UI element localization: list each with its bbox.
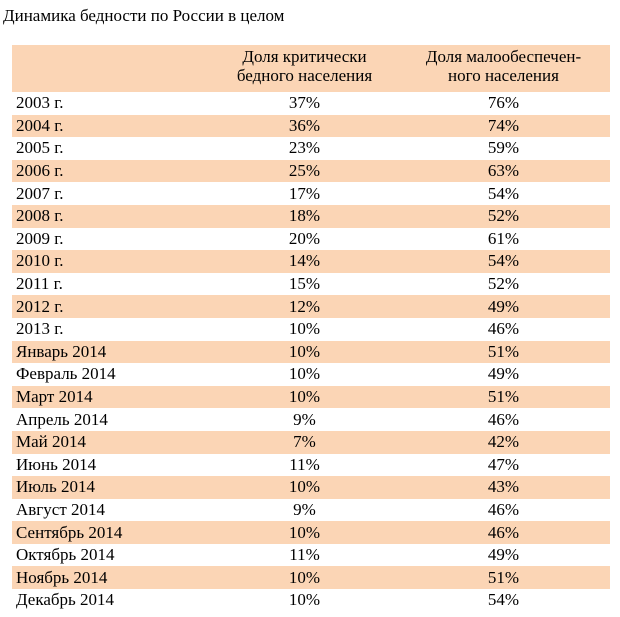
low-income-share-cell: 46%	[487, 409, 520, 429]
critical-share-cell: 12%	[288, 296, 321, 316]
low-income-share-cell: 46%	[487, 499, 520, 519]
low-income-share-cell: 43%	[487, 477, 520, 497]
low-income-share-cell: 51%	[487, 387, 520, 407]
critical-share-cell: 14%	[288, 251, 321, 271]
period-cell: Июль 2014	[16, 477, 96, 497]
table-row	[12, 454, 610, 477]
header-low-income-line1: Доля малообеспечен-	[425, 47, 582, 66]
low-income-share-cell: 54%	[487, 251, 520, 271]
low-income-share-cell: 74%	[487, 115, 520, 135]
period-cell: Февраль 2014	[16, 364, 116, 384]
period-cell: 2007 г.	[16, 183, 64, 203]
table-row	[12, 318, 610, 341]
low-income-share-cell: 52%	[487, 206, 520, 226]
period-cell: 2010 г.	[16, 251, 64, 271]
low-income-share-cell: 76%	[487, 93, 520, 113]
poverty-table	[12, 45, 610, 612]
low-income-share-cell: 51%	[487, 567, 520, 587]
table-row	[12, 408, 610, 431]
period-cell: Апрель 2014	[16, 409, 108, 429]
table-row	[12, 160, 610, 183]
critical-share-cell: 10%	[288, 319, 321, 339]
critical-share-cell: 37%	[288, 93, 321, 113]
period-cell: 2013 г.	[16, 319, 64, 339]
period-cell: Сентябрь 2014	[16, 522, 123, 542]
critical-share-cell: 17%	[288, 183, 321, 203]
critical-share-cell: 20%	[288, 228, 321, 248]
header-critical	[212, 45, 397, 92]
table-row	[12, 205, 610, 228]
period-cell: 2004 г.	[16, 115, 64, 135]
critical-share-cell: 23%	[288, 138, 321, 158]
table-row	[12, 363, 610, 386]
page-title: Динамика бедности по России в целом	[3, 6, 285, 25]
table-row	[12, 521, 610, 544]
table-row	[12, 182, 610, 205]
table-row	[12, 589, 610, 612]
critical-share-cell: 11%	[289, 545, 320, 565]
critical-share-cell: 10%	[288, 590, 321, 610]
period-cell: Август 2014	[16, 499, 106, 519]
table-row	[12, 566, 610, 589]
low-income-share-cell: 61%	[487, 228, 520, 248]
critical-share-cell: 18%	[288, 206, 321, 226]
period-cell: 2005 г.	[16, 138, 64, 158]
period-cell: 2012 г.	[16, 296, 64, 316]
critical-share-cell: 10%	[288, 364, 321, 384]
low-income-share-cell: 51%	[487, 341, 520, 361]
critical-share-cell: 10%	[288, 341, 321, 361]
low-income-share-cell: 63%	[487, 161, 520, 181]
table-row	[12, 499, 610, 522]
low-income-share-cell: 46%	[487, 522, 520, 542]
critical-share-cell: 25%	[288, 161, 321, 181]
header-low-income	[397, 45, 610, 92]
period-cell: Ноябрь 2014	[16, 567, 108, 587]
critical-share-cell: 10%	[288, 387, 321, 407]
critical-share-cell: 9%	[293, 499, 316, 519]
period-cell: Январь 2014	[16, 341, 107, 361]
period-cell: Декабрь 2014	[16, 590, 115, 610]
critical-share-cell: 10%	[288, 567, 321, 587]
table-body	[12, 92, 610, 612]
header-low-income-line2: ного населения	[448, 66, 559, 85]
table-row	[12, 273, 610, 296]
period-cell: 2008 г.	[16, 206, 64, 226]
low-income-share-cell: 49%	[487, 545, 520, 565]
header-critical-line2: бедного населения	[236, 66, 373, 85]
low-income-share-cell: 42%	[487, 432, 520, 452]
table-row	[12, 137, 610, 160]
header-critical-line1: Доля критически	[242, 47, 367, 66]
table-row	[12, 92, 610, 115]
critical-share-cell: 15%	[288, 274, 321, 294]
period-cell: Июнь 2014	[16, 454, 97, 474]
low-income-share-cell: 47%	[487, 454, 520, 474]
table-row	[12, 431, 610, 454]
table-row	[12, 544, 610, 567]
table-row	[12, 341, 610, 364]
period-cell: Октябрь 2014	[16, 545, 115, 565]
low-income-share-cell: 54%	[487, 183, 520, 203]
critical-share-cell: 10%	[288, 477, 321, 497]
period-cell: 2011 г.	[16, 274, 63, 294]
low-income-share-cell: 59%	[487, 138, 520, 158]
critical-share-cell: 36%	[288, 115, 321, 135]
low-income-share-cell: 52%	[487, 274, 520, 294]
critical-share-cell: 7%	[293, 432, 316, 452]
critical-share-cell: 11%	[289, 454, 320, 474]
period-cell: Март 2014	[16, 387, 93, 407]
low-income-share-cell: 49%	[487, 296, 520, 316]
table-row	[12, 250, 610, 273]
period-cell: Май 2014	[16, 432, 87, 452]
low-income-share-cell: 46%	[487, 319, 520, 339]
low-income-share-cell: 54%	[487, 590, 520, 610]
table-row	[12, 228, 610, 251]
table-header-row	[12, 45, 610, 92]
period-cell: 2009 г.	[16, 228, 64, 248]
critical-share-cell: 9%	[293, 409, 316, 429]
low-income-share-cell: 49%	[487, 364, 520, 384]
critical-share-cell: 10%	[288, 522, 321, 542]
table-row	[12, 295, 610, 318]
header-period	[12, 45, 212, 92]
table-row	[12, 386, 610, 409]
period-cell: 2003 г.	[16, 93, 64, 113]
table-row	[12, 115, 610, 138]
period-cell: 2006 г.	[16, 161, 64, 181]
table-row	[12, 476, 610, 499]
